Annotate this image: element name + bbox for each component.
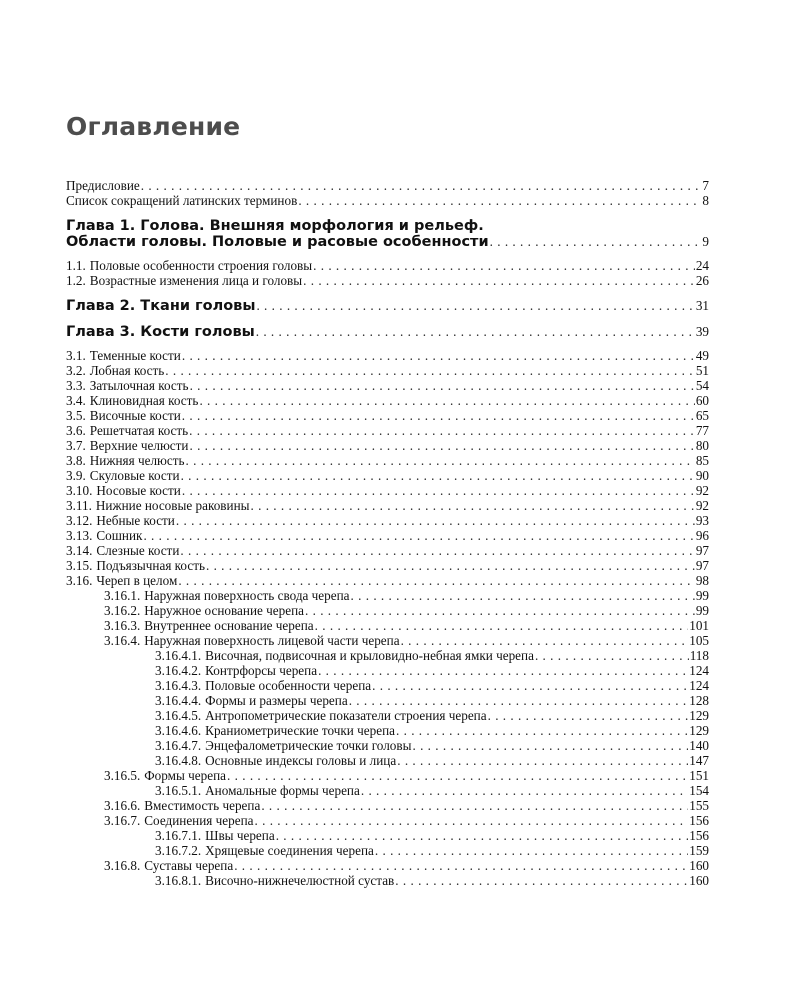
entry-number: 3.16.4.7.: [155, 738, 202, 753]
chapter-1-entries: [66, 258, 709, 288]
entry-page: 92: [695, 498, 709, 513]
entry-number: 3.16.4.3.: [155, 678, 202, 693]
entry-title: Энцефалометрические точки головы: [205, 738, 412, 753]
entry-page: 156: [689, 813, 709, 828]
toc-entry[interactable]: [66, 513, 709, 528]
entry-page: 160: [689, 858, 709, 873]
dot-leader: [305, 603, 695, 618]
entry-number: 3.4.: [66, 393, 86, 408]
entry-page: 90: [695, 468, 709, 483]
entry-number: 1.1.: [66, 258, 86, 273]
entry-page: 49: [695, 348, 709, 363]
entry-number: 3.16.6.: [104, 798, 141, 813]
entry-page: 151: [689, 768, 709, 783]
entry-title: Список сокращений латинских терминов: [66, 193, 298, 208]
entry-title: Основные индексы головы и лица: [205, 753, 397, 768]
toc-entry[interactable]: [66, 438, 709, 453]
entry-number: 3.9.: [66, 468, 86, 483]
entry-page: 118: [689, 648, 709, 663]
entry-page: 77: [695, 423, 709, 438]
toc-entry[interactable]: [66, 768, 709, 783]
entry-number: 3.16.8.1.: [155, 873, 202, 888]
entry-number: 3.16.4.6.: [155, 723, 202, 738]
entry-number: 1.2.: [66, 273, 86, 288]
entry-title: Нижние носовые раковины: [95, 498, 250, 513]
entry-page: 8: [702, 193, 709, 208]
dot-leader: [315, 618, 689, 633]
toc-entry[interactable]: [66, 483, 709, 498]
dot-leader: [180, 543, 694, 558]
dot-leader: [490, 234, 702, 250]
toc-entry[interactable]: [66, 813, 709, 828]
entry-number: 3.7.: [66, 438, 86, 453]
entry-page: 105: [689, 633, 709, 648]
entry-title: Нижняя челюсть: [89, 453, 185, 468]
entry-page: 96: [695, 528, 709, 543]
entry-page: 156: [689, 828, 709, 843]
entry-title: Слезные кости: [96, 543, 180, 558]
entry-number: 3.8.: [66, 453, 86, 468]
toc-entry[interactable]: [66, 678, 709, 693]
table-of-contents: [66, 178, 709, 888]
toc-entry[interactable]: [66, 423, 709, 438]
toc-entry[interactable]: [66, 468, 709, 483]
entry-page: 154: [689, 783, 709, 798]
entry-title: Внутреннее основание черепа: [144, 618, 314, 633]
entry-title: Подъязычная кость: [96, 558, 205, 573]
entry-page: 99: [695, 588, 709, 603]
chapter-title-line2: Области головы. Половые и расовые особенности: [66, 234, 489, 250]
entry-number: 3.16.1.: [104, 588, 141, 603]
toc-entry[interactable]: [66, 348, 709, 363]
entry-page: 128: [689, 693, 709, 708]
entry-title: Аномальные формы черепа: [205, 783, 360, 798]
chapter-title-line2-row: [66, 234, 709, 250]
entry-title: Лобная кость: [89, 363, 165, 378]
entry-page: 129: [689, 723, 709, 738]
dot-leader: [251, 498, 695, 513]
entry-page: 129: [689, 708, 709, 723]
entry-page: 97: [695, 558, 709, 573]
entry-page: 93: [695, 513, 709, 528]
entry-title: Половые особенности черепа: [205, 678, 372, 693]
toc-entry[interactable]: [66, 603, 709, 618]
dot-leader: [227, 768, 688, 783]
entry-page: 159: [689, 843, 709, 858]
entry-page: 54: [695, 378, 709, 393]
toc-entry[interactable]: [66, 618, 709, 633]
toc-entry[interactable]: [66, 453, 709, 468]
dot-leader: [182, 483, 695, 498]
toc-entry[interactable]: [66, 693, 709, 708]
toc-entry[interactable]: [66, 258, 709, 273]
toc-chapter-2[interactable]: [66, 298, 709, 314]
toc-entry-abbreviations[interactable]: [66, 193, 709, 208]
entry-number: 3.16.4.2.: [155, 663, 202, 678]
chapter-title: Глава 3. Кости головы: [66, 324, 255, 340]
entry-number: 3.11.: [66, 498, 92, 513]
entry-number: 3.16.2.: [104, 603, 141, 618]
dot-leader: [199, 393, 694, 408]
entry-number: 3.13.: [66, 528, 93, 543]
entry-number: 3.16.7.: [104, 813, 141, 828]
dot-leader: [396, 723, 688, 738]
toc-entry[interactable]: [66, 708, 709, 723]
dot-leader: [189, 438, 694, 453]
dot-leader: [182, 348, 695, 363]
toc-entry[interactable]: [66, 798, 709, 813]
dot-leader: [395, 873, 688, 888]
entry-page: 24: [695, 258, 709, 273]
entry-number: 3.14.: [66, 543, 93, 558]
dot-leader: [303, 273, 695, 288]
chapter-title: Глава 2. Ткани головы: [66, 298, 256, 314]
entry-title: Сошник: [96, 528, 143, 543]
entry-title: Височные кости: [89, 408, 181, 423]
toc-entry[interactable]: [66, 663, 709, 678]
entry-title: Череп в целом: [96, 573, 178, 588]
entry-title: Краниометрические точки черепа: [205, 723, 395, 738]
chapter-title-line1: Глава 1. Голова. Внешняя морфология и рельеф.: [66, 218, 484, 234]
dot-leader: [375, 843, 688, 858]
toc-entry[interactable]: [66, 273, 709, 288]
toc-entry[interactable]: [66, 633, 709, 648]
toc-chapter-1[interactable]: [66, 218, 709, 250]
toc-entry[interactable]: [66, 498, 709, 513]
dot-leader: [276, 828, 689, 843]
toc-entry[interactable]: [66, 873, 709, 888]
entry-number: 3.1.: [66, 348, 86, 363]
dot-leader: [178, 573, 695, 588]
entry-page: 99: [695, 603, 709, 618]
entry-title: Антропометрические показатели строения черепа: [205, 708, 487, 723]
entry-title: Небные кости: [96, 513, 175, 528]
entry-page: 124: [689, 663, 709, 678]
entry-title: Формы и размеры черепа: [205, 693, 348, 708]
entry-title: Теменные кости: [89, 348, 181, 363]
toc-entry[interactable]: [66, 573, 709, 588]
chapter-page: 31: [695, 298, 709, 313]
entry-title: Соединения черепа: [144, 813, 254, 828]
entry-page: 7: [702, 178, 709, 193]
entry-number: 3.2.: [66, 363, 86, 378]
toc-entry[interactable]: [66, 558, 709, 573]
dot-leader: [256, 298, 694, 314]
toc-entry[interactable]: [66, 828, 709, 843]
entry-number: 3.16.7.2.: [155, 843, 202, 858]
entry-number: 3.16.5.: [104, 768, 141, 783]
dot-leader: [143, 528, 694, 543]
entry-number: 3.16.4.: [104, 633, 141, 648]
toc-entry[interactable]: [66, 543, 709, 558]
entry-number: 3.10.: [66, 483, 93, 498]
dot-leader: [189, 423, 695, 438]
entry-title: Половые особенности строения головы: [89, 258, 313, 273]
entry-page: 147: [689, 753, 709, 768]
entry-title: Суставы черепа: [144, 858, 234, 873]
entry-page: 51: [695, 363, 709, 378]
toc-entry[interactable]: [66, 843, 709, 858]
toc-entry[interactable]: [66, 738, 709, 753]
entry-number: 3.16.7.1.: [155, 828, 202, 843]
chapter-page: 39: [695, 324, 709, 339]
entry-title: Наружное основание черепа: [144, 603, 304, 618]
entry-number: 3.16.4.5.: [155, 708, 202, 723]
entry-page: 60: [695, 393, 709, 408]
entry-title: Предисловие: [66, 178, 140, 193]
entry-page: 124: [689, 678, 709, 693]
dot-leader: [372, 678, 688, 693]
entry-page: 26: [695, 273, 709, 288]
dot-leader: [190, 378, 695, 393]
toc-heading: Оглавление: [66, 112, 241, 141]
entry-title: Затылочная кость: [89, 378, 189, 393]
entry-page: 65: [695, 408, 709, 423]
entry-page: 140: [689, 738, 709, 753]
dot-leader: [361, 783, 688, 798]
entry-page: 98: [695, 573, 709, 588]
toc-entry[interactable]: [66, 588, 709, 603]
entry-page: 92: [695, 483, 709, 498]
dot-leader: [349, 693, 689, 708]
dot-leader: [313, 258, 695, 273]
entry-title: Верхние челюсти: [89, 438, 189, 453]
dot-leader: [535, 648, 689, 663]
toc-entry-preface[interactable]: [66, 178, 709, 193]
entry-number: 3.5.: [66, 408, 86, 423]
dot-leader: [351, 588, 695, 603]
entry-title: Скуловые кости: [89, 468, 180, 483]
dot-leader: [141, 178, 702, 193]
dot-leader: [488, 708, 689, 723]
entry-number: 3.12.: [66, 513, 93, 528]
entry-number: 3.16.5.1.: [155, 783, 202, 798]
toc-entry[interactable]: [66, 378, 709, 393]
entry-title: Хрящевые соединения черепа: [205, 843, 374, 858]
dot-leader: [298, 193, 701, 208]
entry-page: 155: [689, 798, 709, 813]
dot-leader: [165, 363, 695, 378]
toc-entry[interactable]: [66, 648, 709, 663]
entry-title: Швы черепа: [205, 828, 275, 843]
entry-title: Наружная поверхность лицевой части черепа: [144, 633, 400, 648]
dot-leader: [397, 753, 688, 768]
toc-entry[interactable]: [66, 783, 709, 798]
entry-page: 85: [695, 453, 709, 468]
toc-entry[interactable]: [66, 528, 709, 543]
entry-number: 3.16.: [66, 573, 93, 588]
toc-entry[interactable]: [66, 363, 709, 378]
entry-title: Височно-нижнечелюстной сустав: [205, 873, 395, 888]
toc-entry[interactable]: [66, 393, 709, 408]
entry-page: 160: [689, 873, 709, 888]
toc-chapter-3[interactable]: [66, 324, 709, 340]
entry-title: Решетчатая кость: [89, 423, 189, 438]
entry-number: 3.6.: [66, 423, 86, 438]
dot-leader: [412, 738, 688, 753]
entry-title: Наружная поверхность свода черепа: [144, 588, 350, 603]
entry-page: 80: [695, 438, 709, 453]
dot-leader: [186, 453, 695, 468]
dot-leader: [234, 858, 688, 873]
entry-number: 3.16.3.: [104, 618, 141, 633]
entry-title: Височная, подвисочная и крыловидно-небная ямки черепа: [205, 648, 534, 663]
entry-title: Возрастные изменения лица и головы: [89, 273, 303, 288]
entry-number: 3.16.4.1.: [155, 648, 202, 663]
entry-page: 97: [695, 543, 709, 558]
entry-number: 3.16.4.4.: [155, 693, 202, 708]
toc-entry[interactable]: [66, 753, 709, 768]
entry-number: 3.16.8.: [104, 858, 141, 873]
dot-leader: [261, 798, 688, 813]
entry-number: 3.16.4.8.: [155, 753, 202, 768]
toc-entry[interactable]: [66, 858, 709, 873]
entry-number: 3.3.: [66, 378, 86, 393]
entry-title: Клиновидная кость: [89, 393, 199, 408]
chapter-3-entries: [66, 348, 709, 888]
dot-leader: [401, 633, 689, 648]
dot-leader: [206, 558, 695, 573]
chapter-page: 9: [702, 234, 709, 249]
entry-page: 101: [689, 618, 709, 633]
dot-leader: [182, 408, 695, 423]
dot-leader: [318, 663, 688, 678]
dot-leader: [176, 513, 695, 528]
entry-title: Контрфорсы черепа: [205, 663, 318, 678]
dot-leader: [255, 813, 689, 828]
dot-leader: [256, 324, 695, 340]
toc-entry[interactable]: [66, 408, 709, 423]
entry-title: Носовые кости: [96, 483, 181, 498]
entry-title: Вместимость черепа: [144, 798, 261, 813]
toc-entry[interactable]: [66, 723, 709, 738]
entry-title: Формы черепа: [144, 768, 227, 783]
dot-leader: [181, 468, 695, 483]
entry-number: 3.15.: [66, 558, 93, 573]
